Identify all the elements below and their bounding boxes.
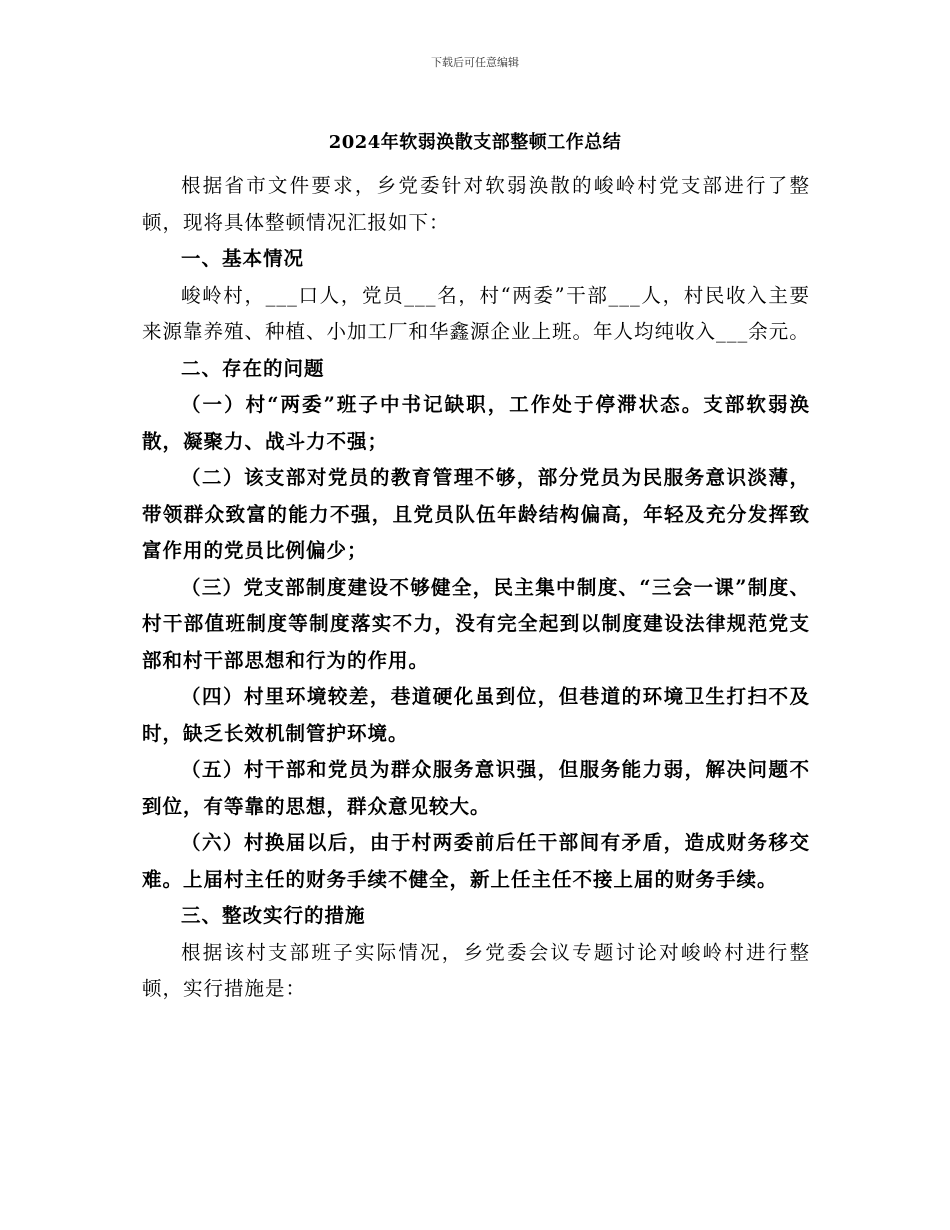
section-heading-measures: 三、整改实行的措施 bbox=[181, 904, 366, 927]
section-heading-problems: 二、存在的问题 bbox=[181, 356, 325, 380]
problem-item: （二）该支部对党员的教育管理不够，部分党员为民服务意识淡薄，带领群众致富的能力不强，且党员队伍年龄结构偏高，年轻及充分发挥致富作用的党员比例偏少； bbox=[142, 466, 810, 562]
problem-item: （三）党支部制度建设不够健全，民主集中制度、“三会一课”制度、村干部值班制度等制度落实不力，没有完全起到以制度建设法律规范党支部和村干部思想和行为的作用。 bbox=[142, 575, 810, 672]
problem-item: （五）村干部和党员为群众服务意识强，但服务能力弱，解决问题不到位，有等靠的思想，群众意见较大。 bbox=[142, 758, 810, 818]
basic-info-paragraph: 峻岭村，___口人，党员___名，村“两委”干部___人，村民收入主要来源靠养殖、种植、小加工厂和华鑫源企业上班。年人均纯收入___余元。 bbox=[142, 283, 810, 343]
section-heading-basic: 一、基本情况 bbox=[181, 247, 305, 270]
problem-item: （一）村“两委”班子中书记缺职，工作处于停滞状态。支部软弱涣散，凝聚力、战斗力不强； bbox=[142, 393, 810, 453]
intro-paragraph: 根据省市文件要求，乡党委针对软弱涣散的峻岭村党支部进行了整顿，现将具体整顿情况汇报如下： bbox=[142, 174, 810, 234]
measures-paragraph: 根据该村支部班子实际情况，乡党委会议专题讨论对峻岭村进行整顿，实行措施是： bbox=[142, 940, 810, 1000]
problem-item: （六）村换届以后，由于村两委前后任干部间有矛盾，造成财务移交难。上届村主任的财务手续不健全，新上任主任不接上届的财务手续。 bbox=[142, 831, 810, 891]
document-title: 2024年软弱涣散支部整顿工作总结 bbox=[328, 132, 622, 153]
document-body bbox=[142, 168, 810, 1008]
problem-item: （四）村里环境较差，巷道硬化虽到位，但巷道的环境卫生打扫不及时，缺乏长效机制管护环境。 bbox=[142, 685, 810, 745]
page-header-note: 下载后可任意编辑 bbox=[431, 56, 519, 69]
